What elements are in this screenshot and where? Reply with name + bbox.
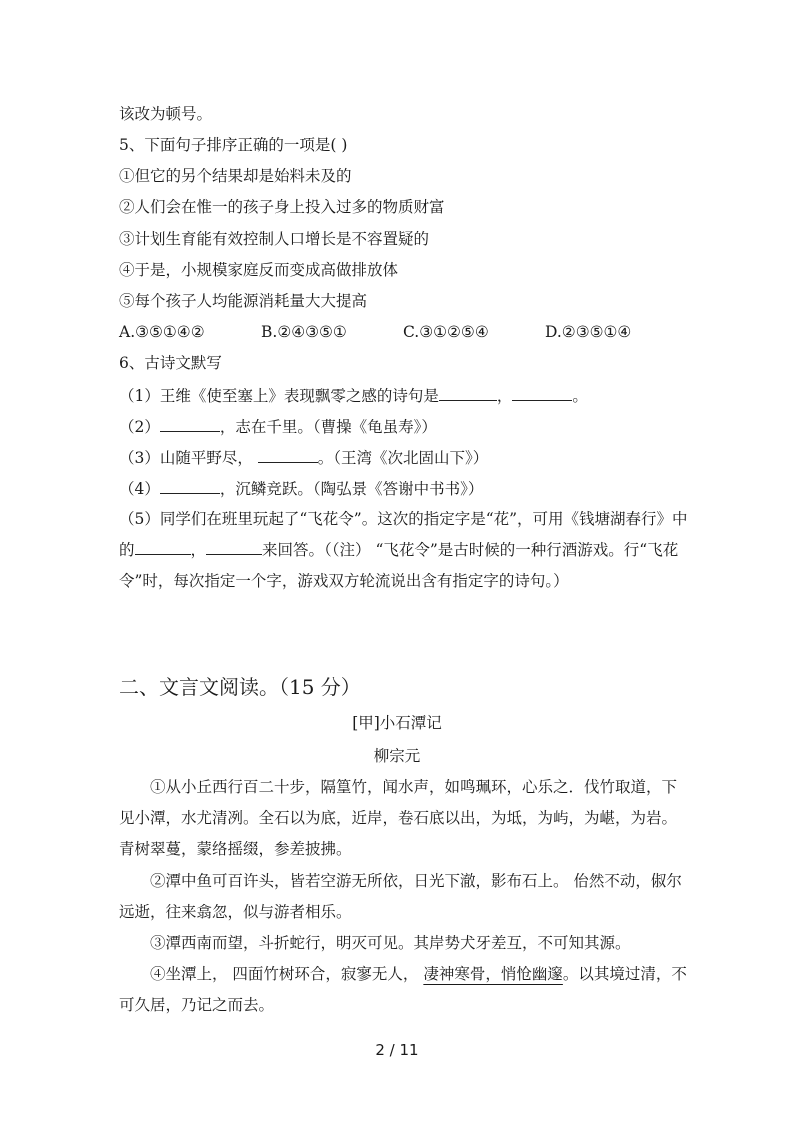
- q5-item-5: ⑤每个孩子人均能源消耗量大大提高: [119, 292, 368, 310]
- q5-item-3: ③计划生育能有效控制人口增长是不容置疑的: [119, 230, 430, 248]
- answer-blank[interactable]: [206, 538, 262, 555]
- answer-blank[interactable]: [439, 384, 497, 401]
- q5-option-b: B.②④③⑤①: [261, 323, 347, 341]
- passage-paragraph-3: ③潭西南而望，斗折蛇行，明灭可见。其岸势犬牙差互，不可知其源。: [150, 934, 631, 952]
- q5-item-1: ①但它的另个结果却是始料未及的: [119, 167, 352, 185]
- passage-paragraph-1: ①从小丘西行百二十步，隔篁竹，闻水声，如鸣珮环，心乐之．伐竹取道，下见小潭，水尤清冽。全石以为底，近岸，卷石底以出，为坻，为屿，为嵁，为岩。青树翠蔓，蒙络摇缀，参差披拂。: [119, 778, 678, 858]
- page-number: 2 / 11: [375, 1041, 419, 1059]
- q5-item-2: ②人们会在惟一的孩子身上投入过多的物质财富: [119, 198, 445, 216]
- passage-author: 柳宗元: [373, 747, 421, 765]
- answer-blank[interactable]: [258, 446, 318, 463]
- section-heading: 二、文言文阅读。（15 分）: [119, 675, 361, 699]
- passage-title: [甲]小石潭记: [352, 714, 442, 732]
- answer-blank[interactable]: [512, 384, 572, 401]
- passage-paragraph-4: ④坐潭上， 四面竹树环合，寂寥无人， 凄神寒骨，悄怆幽邃。以其境过清，不可久居，乃记之而去。: [119, 965, 687, 1014]
- q5-option-c: C.③①②⑤④: [403, 323, 489, 341]
- q5-item-4: ④于是，小规模家庭反而变成高做排放体: [119, 261, 399, 279]
- question-6-stem: 6、古诗文默写: [119, 354, 222, 372]
- q6-item-4: （4） ，沉鳞竞跃。（陶弘景《答谢中书书》）: [119, 477, 483, 499]
- passage-paragraph-2: ②潭中鱼可百许头，皆若空游无所依，日光下澈，影布石上。 佁然不动，俶尔远逝，往来翕忽，似与游者相乐。: [119, 872, 682, 921]
- text-fragment: 该改为顿号。: [119, 105, 213, 123]
- answer-blank[interactable]: [160, 477, 220, 494]
- underlined-phrase: 凄神寒骨，悄怆幽邃: [423, 965, 563, 983]
- q6-item-1: （1）王维《使至塞上》表现飘零之感的诗句是 ， 。: [119, 384, 588, 406]
- question-5-stem: 5、下面句子排序正确的一项是( ): [119, 136, 348, 154]
- q6-item-3: （3）山随平野尽， 。（王湾《次北固山下》）: [119, 446, 488, 468]
- answer-blank[interactable]: [135, 538, 191, 555]
- answer-blank[interactable]: [160, 415, 220, 432]
- q5-option-d: D.②③⑤①④: [545, 323, 632, 341]
- q5-option-a: A.③⑤①④②: [119, 323, 205, 341]
- q6-item-5: （5）同学们在班里玩起了“飞花令”。这次的指定字是“花”，可用《钱塘湖春行》中的 ， 来回答。（（注） “飞花令”是古时候的一种行酒游戏。行“飞花令”时，每次指定一个字，游戏双方轮流说出含有指定字的诗句。）: [119, 510, 688, 590]
- q6-item-2: （2） ，志在千里。（曹操《龟虽寿》）: [119, 415, 437, 437]
- q5-options: [119, 322, 631, 342]
